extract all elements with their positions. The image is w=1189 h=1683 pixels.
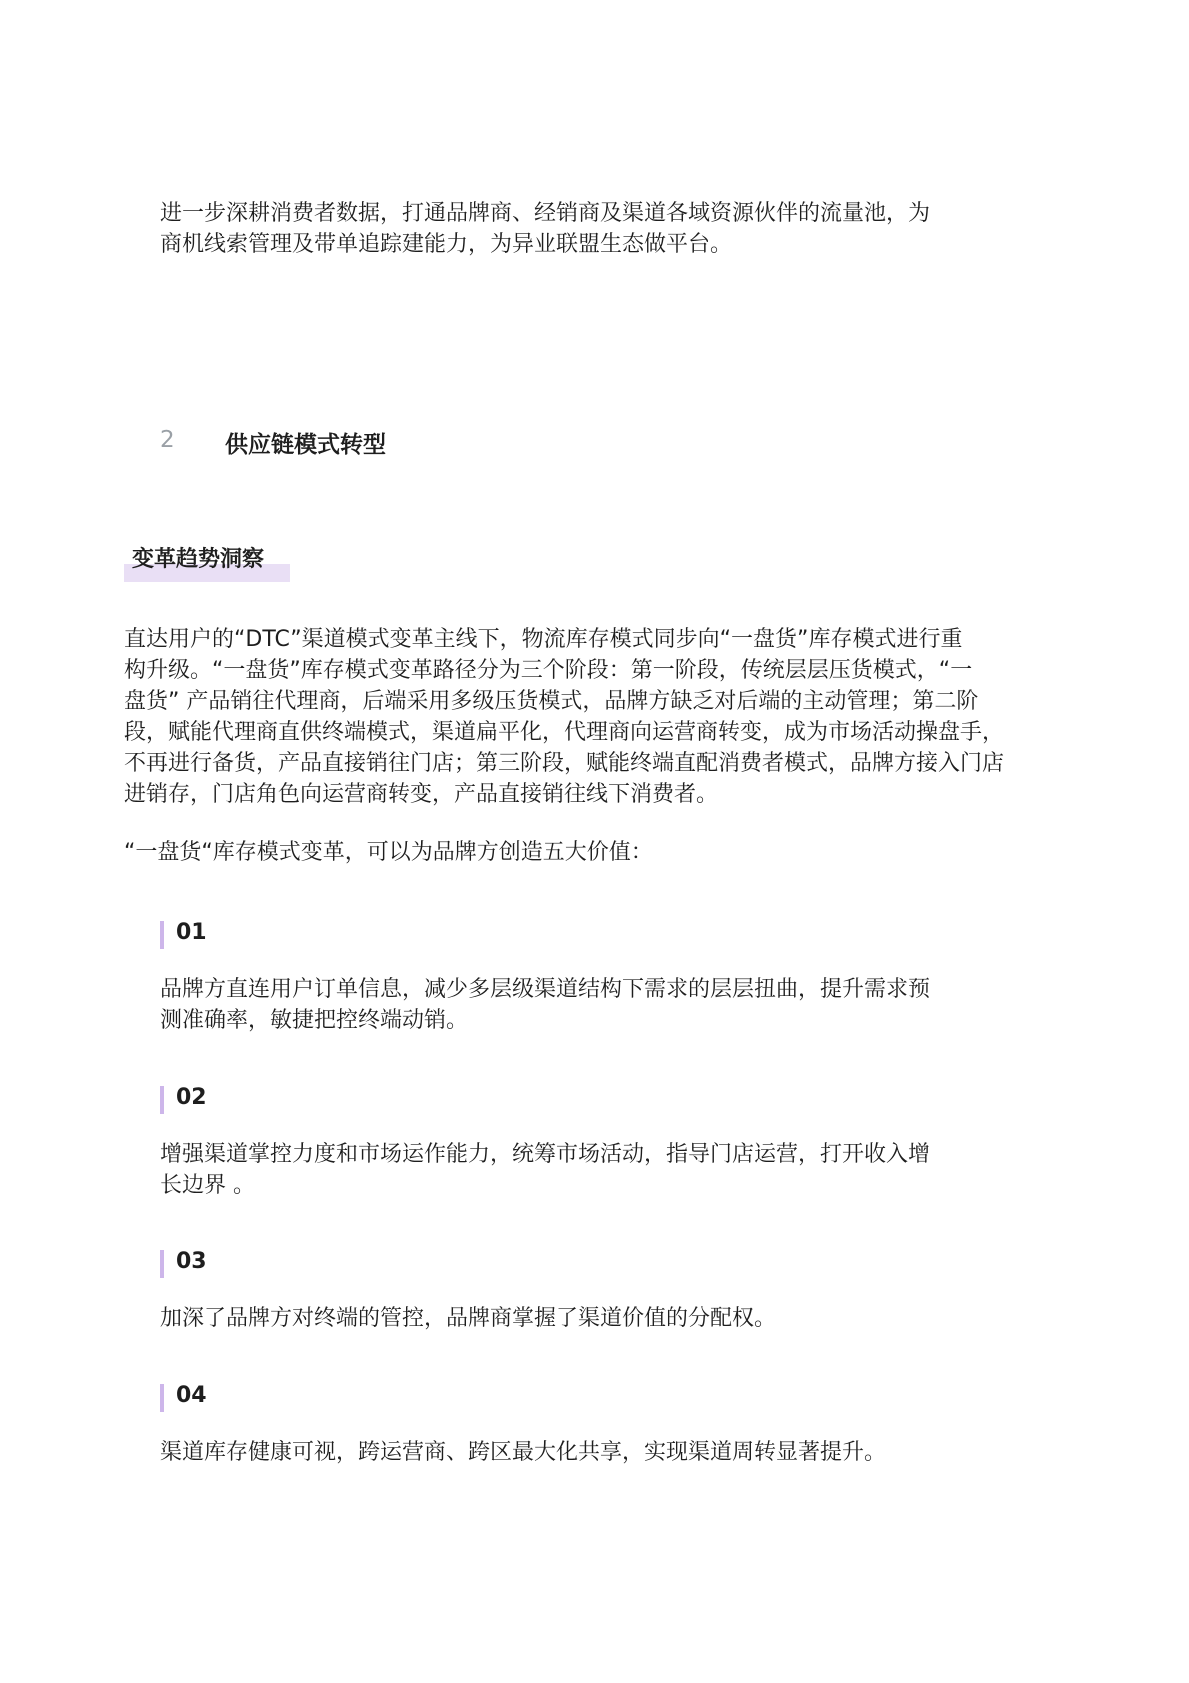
value-description: 加深了品牌方对终端的管控，品牌商掌握了渠道价值的分配权。: [160, 1306, 777, 1331]
value-item-04: [160, 1383, 1020, 1468]
section-title: 供应链模式转型: [225, 432, 386, 458]
value-lead-text: “一盘货“库存模式变革，可以为品牌方创造五大价值：: [124, 840, 653, 865]
value-number: 01: [176, 920, 207, 945]
value-description: 渠道库存健康可视，跨运营商、跨区最大化共享，实现渠道周转显著提升。: [160, 1440, 887, 1465]
value-number: 04: [176, 1383, 207, 1408]
value-number: 02: [176, 1085, 207, 1110]
intro-paragraph: 进一步深耕消费者数据，打通品牌商、经销商及渠道各域资源伙伴的流量池，为 商机线索管理及带单追踪建能力，为异业联盟生态做平台。: [160, 201, 931, 257]
trend-paragraph: 直达用户的“DTC”渠道模式变革主线下，物流库存模式同步向“一盘货”库存模式进行重 构升级。“一盘货”库存模式变革路径分为三个阶段：第一阶段，传统层层压货模式，“一 盘货” 产品销往代理商，后端采用多级压货模式，品牌方缺乏对后端的主动管理；第二阶 段，赋能代理商直供终端模式，渠道扁平化，代理商向运营商转变，成为市场活动操盘手， 不再进行备货，产品直接销往门店；第三阶段，赋能终端直配消费者模式，品牌方接入门店 进销存，门店角色向运营商转变，产品直接销往线下消费者。: [124, 627, 1005, 807]
accent-bar: [160, 921, 164, 949]
value-description: 增强渠道掌控力度和市场运作能力，统筹市场活动，指导门店运营，打开收入增 长边界 。: [160, 1142, 931, 1198]
value-description: 品牌方直连用户订单信息，减少多层级渠道结构下需求的层层扭曲，提升需求预 测准确率，敏捷把控终端动销。: [160, 977, 931, 1033]
value-item-02: [160, 1085, 1020, 1201]
value-number: 03: [176, 1249, 207, 1274]
trend-tag: [124, 536, 290, 580]
trend-tag-label: 变革趋势洞察: [132, 547, 265, 572]
section-number: 2: [160, 427, 175, 453]
value-item-03: [160, 1249, 1020, 1334]
accent-bar: [160, 1384, 164, 1412]
value-item-01: [160, 920, 1020, 1036]
accent-bar: [160, 1086, 164, 1114]
accent-bar: [160, 1250, 164, 1278]
